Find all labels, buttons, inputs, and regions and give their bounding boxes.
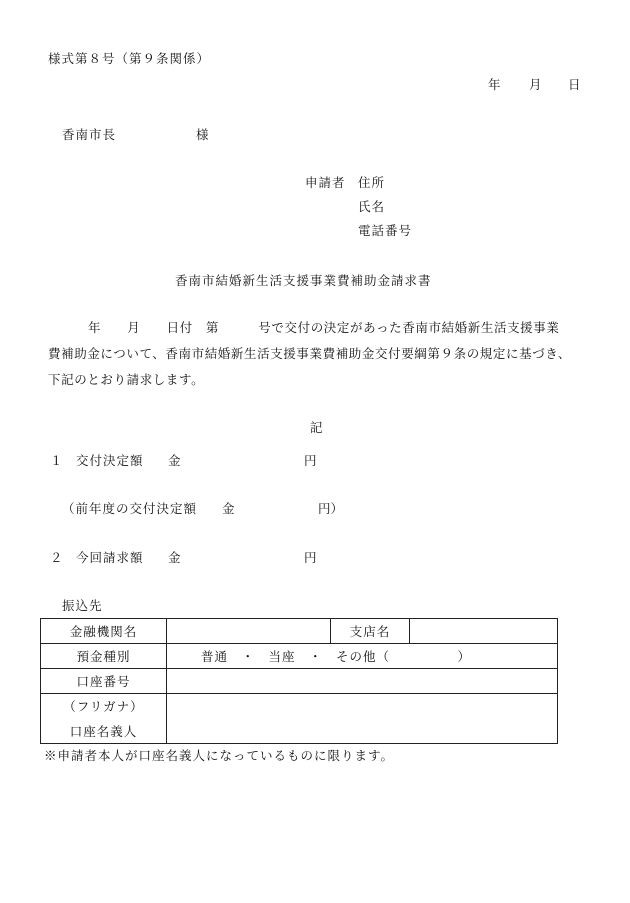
applicant-name: 氏名 (358, 199, 386, 214)
date-day: 日 (568, 77, 581, 92)
furigana-label: （フリガナ） (63, 699, 144, 715)
item1-number: １ (50, 453, 63, 468)
body-line-1: 年 月 日付 第 号で交付の決定があった香南市結婚新生活支援事業 (88, 320, 560, 335)
account-number-field[interactable] (167, 669, 558, 694)
item1-label: 交付決定額 (76, 453, 144, 468)
applicant-address: 住所 (358, 175, 386, 190)
table-row (41, 669, 558, 694)
ki-heading: 記 (310, 420, 323, 435)
holder-label-cell (41, 694, 167, 744)
table-row (41, 694, 558, 744)
account-type-options[interactable]: 普通 ・ 当座 ・ その他（ ） (167, 644, 558, 669)
date-month: 月 (529, 77, 542, 92)
addressee-honorific: 様 (196, 127, 209, 142)
applicant-phone: 電話番号 (358, 223, 413, 238)
table-row (41, 619, 558, 644)
body-line-3: 下記のとおり請求します。 (48, 372, 205, 387)
item2-number: ２ (50, 550, 63, 565)
document-title: 香南市結婚新生活支援事業費補助金請求書 (175, 273, 432, 288)
account-number-label: 口座番号 (41, 669, 167, 694)
prev-label: （前年度の交付決定額 (62, 501, 198, 516)
prev-kin: 金 (222, 501, 235, 516)
item2-yen: 円 (304, 550, 317, 565)
bank-name-label: 金融機関名 (41, 619, 167, 644)
form-label: 様式第８号（第９条関係） (48, 51, 211, 66)
item1-kin: 金 (168, 453, 181, 468)
bank-table (40, 618, 558, 744)
transfer-label: 振込先 (62, 598, 103, 613)
item2-kin: 金 (168, 550, 181, 565)
holder-label: 口座名義人 (69, 723, 138, 739)
date-year: 年 (488, 77, 501, 92)
item1-yen: 円 (304, 453, 317, 468)
branch-field[interactable] (410, 619, 558, 644)
prev-yen: 円） (318, 501, 344, 516)
branch-label: 支店名 (331, 619, 410, 644)
account-type-label: 預金種別 (41, 644, 167, 669)
table-row (41, 644, 558, 669)
applicant-label: 申請者 (305, 175, 346, 190)
item2-label: 今回請求額 (76, 550, 144, 565)
body-line-2: 費補助金について、香南市結婚新生活支援事業費補助金交付要綱第９条の規定に基づき、 (48, 346, 572, 361)
holder-field[interactable] (167, 694, 558, 744)
addressee-name: 香南市長 (62, 127, 117, 142)
bank-name-field[interactable] (167, 619, 331, 644)
footnote: ※申請者本人が口座名義人になっているものに限ります。 (44, 748, 395, 763)
